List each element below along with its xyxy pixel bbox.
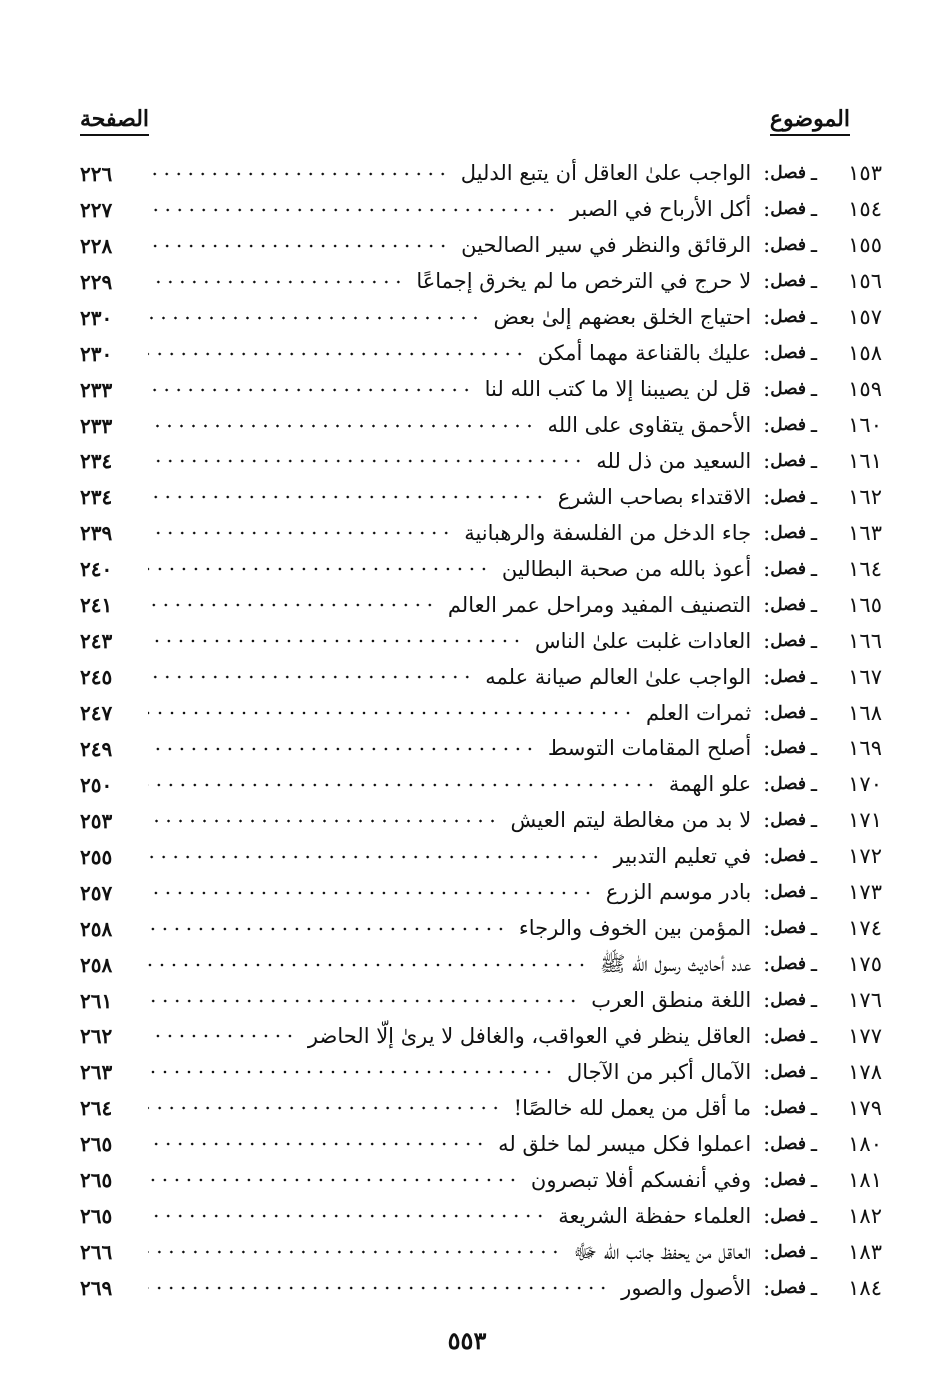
entry-label: فصل	[770, 1097, 806, 1118]
entry-number: ١٥٣	[848, 161, 882, 186]
entry-number: ١٨٢	[848, 1203, 882, 1228]
toc-entry	[80, 947, 882, 983]
entry-dash: ـ	[810, 484, 818, 509]
entry-page: ٢٤٠	[80, 557, 113, 582]
entry-title: الآمال أكبر من الآجال	[566, 1059, 752, 1084]
entry-number: ١٦٨	[848, 700, 882, 725]
dot-leader	[148, 747, 536, 751]
toc-entry	[80, 803, 882, 839]
entry-page: ٢٣٠	[80, 341, 113, 366]
dot-leader	[148, 1142, 486, 1146]
entry-colon: :	[763, 736, 771, 761]
entry-colon: :	[763, 341, 771, 366]
entry-page: ٢٣٤	[80, 485, 113, 510]
dot-leader	[148, 567, 490, 571]
entry-label: فصل	[770, 450, 806, 471]
entry-title: اللغة منطق العرب	[591, 988, 752, 1013]
entry-dash: ـ	[810, 592, 818, 617]
entry-page: ٢٦٥	[80, 1168, 113, 1193]
entry-number: ١٥٨	[848, 341, 882, 366]
entry-dash: ـ	[810, 808, 818, 833]
entry-dash: ـ	[810, 952, 818, 977]
dot-leader	[148, 280, 404, 284]
entry-colon: :	[763, 161, 771, 186]
entry-label: فصل	[770, 1025, 806, 1046]
toc-header	[78, 104, 852, 140]
entry-label: فصل	[770, 379, 806, 400]
entry-dash: ـ	[810, 628, 818, 653]
entry-number: ١٧٤	[848, 916, 882, 941]
entry-number: ١٨١	[848, 1167, 882, 1192]
entry-dash: ـ	[810, 880, 818, 905]
entry-dash: ـ	[810, 664, 818, 689]
toc-entry	[80, 515, 882, 551]
entry-label: فصل	[770, 738, 806, 759]
entry-number: ١٧٠	[848, 772, 882, 797]
entry-label: فصل	[770, 630, 806, 651]
entry-label: فصل	[770, 1241, 806, 1262]
entry-colon: :	[763, 880, 771, 905]
entry-title: المؤمن بين الخوف والرجاء	[518, 916, 752, 941]
entry-page: ٢٣٠	[80, 305, 113, 330]
entry-label: فصل	[770, 954, 806, 975]
entry-page: ٢٦٦	[80, 1240, 113, 1265]
entry-title: وفي أنفسكم أفلا تبصرون	[530, 1167, 752, 1192]
entry-page: ٢٢٨	[80, 233, 113, 258]
entry-colon: :	[763, 1203, 771, 1228]
page-column-heading: الصفحة	[80, 106, 149, 136]
entry-colon: :	[763, 988, 771, 1013]
toc-entry	[80, 228, 882, 264]
entry-page: ٢٦٥	[80, 1204, 113, 1229]
dot-leader	[148, 388, 473, 392]
entry-page: ٢٦٢	[80, 1024, 113, 1049]
entry-title: الأحمق يتقاوى على الله	[547, 413, 752, 438]
dot-leader	[148, 531, 452, 535]
entry-number: ١٧٢	[848, 844, 882, 869]
entry-page: ٢٥٠	[80, 772, 113, 797]
entry-colon: :	[763, 1023, 771, 1048]
toc-entry	[80, 408, 882, 444]
entry-label: فصل	[770, 1205, 806, 1226]
dot-leader	[148, 208, 558, 212]
entry-label: فصل	[770, 918, 806, 939]
entry-dash: ـ	[810, 1023, 818, 1048]
entry-colon: :	[763, 844, 771, 869]
entry-title: السعيد من ذل لله	[596, 448, 752, 473]
entry-number: ١٨٤	[848, 1275, 882, 1300]
entry-title: التصنيف المفيد ومراحل عمر العالم	[447, 592, 752, 617]
entry-label: فصل	[770, 990, 806, 1011]
entry-page: ٢٣٣	[80, 413, 113, 438]
toc-entry	[80, 767, 882, 803]
entry-label: فصل	[770, 774, 806, 795]
dot-leader	[148, 855, 602, 859]
entry-title: الاقتداء بصاحب الشرع	[557, 484, 752, 509]
entry-number: ١٦٤	[848, 556, 882, 581]
entry-colon: :	[763, 628, 771, 653]
dot-leader	[148, 316, 481, 320]
entry-title: جاء الدخل من الفلسفة والرهبانية	[464, 520, 752, 545]
toc-entry	[80, 192, 882, 228]
entry-title: أكل الأرباح في الصبر	[569, 197, 752, 222]
entry-number: ١٥٤	[848, 197, 882, 222]
toc-entry	[80, 479, 882, 515]
entry-page: ٢٦١	[80, 988, 113, 1013]
dot-leader	[148, 963, 588, 967]
entry-dash: ـ	[810, 736, 818, 761]
entry-number: ١٨٣	[848, 1239, 882, 1264]
entry-label: فصل	[770, 522, 806, 543]
toc-entry	[80, 336, 882, 372]
dot-leader	[148, 1106, 502, 1110]
entry-colon: :	[763, 197, 771, 222]
entry-page: ٢٥٨	[80, 952, 113, 977]
entry-number: ١٥٩	[848, 377, 882, 402]
entry-number: ١٦١	[848, 448, 882, 473]
entry-number: ١٧٣	[848, 880, 882, 905]
entry-page: ٢٥٧	[80, 880, 113, 905]
toc-entry	[80, 156, 882, 192]
entry-dash: ـ	[810, 1167, 818, 1192]
entry-dash: ـ	[810, 197, 818, 222]
dot-leader	[148, 459, 584, 463]
entry-label: فصل	[770, 1133, 806, 1154]
entry-colon: :	[763, 413, 771, 438]
entry-page: ٢٣٩	[80, 521, 113, 546]
entry-number: ١٧٩	[848, 1095, 882, 1120]
entry-title: العاقل ينظر في العواقب، والغافل لا يرىٰ إلّا الحاضر	[307, 1023, 752, 1048]
entry-page: ٢٥٨	[80, 916, 113, 941]
entry-label: فصل	[770, 415, 806, 436]
entry-colon: :	[763, 808, 771, 833]
entry-number: ١٦٢	[848, 484, 882, 509]
entry-colon: :	[763, 305, 771, 330]
entry-dash: ـ	[810, 448, 818, 473]
entry-label: فصل	[770, 1061, 806, 1082]
entry-dash: ـ	[810, 1095, 818, 1120]
entry-colon: :	[763, 916, 771, 941]
dot-leader	[148, 495, 546, 499]
entry-page: ٢٢٦	[80, 161, 113, 186]
entry-dash: ـ	[810, 556, 818, 581]
entry-dash: ـ	[810, 1203, 818, 1228]
entry-label: فصل	[770, 486, 806, 507]
dot-leader	[148, 675, 473, 679]
entry-label: فصل	[770, 199, 806, 220]
toc-entry	[80, 623, 882, 659]
dot-leader	[148, 711, 634, 715]
page-number: ٥٥٣	[447, 1326, 487, 1355]
entry-page: ٢٦٤	[80, 1096, 113, 1121]
entry-dash: ـ	[810, 1059, 818, 1084]
entry-label: فصل	[770, 846, 806, 867]
entry-colon: :	[763, 1059, 771, 1084]
dot-leader	[148, 1034, 296, 1038]
entry-title: الواجب علىٰ العالم صيانة علمه	[485, 664, 752, 689]
entry-page: ٢٢٩	[80, 269, 113, 294]
toc-entry	[80, 1270, 882, 1306]
dot-leader	[148, 1214, 546, 1218]
dot-leader	[148, 244, 449, 248]
entry-page: ٢٤٧	[80, 701, 113, 726]
entry-page: ٢٦٩	[80, 1276, 113, 1301]
entry-title: قل لن يصيبنا إلا ما كتب الله لنا	[484, 377, 752, 402]
entry-page: ٢٣٤	[80, 449, 113, 474]
entry-label: فصل	[770, 558, 806, 579]
entry-dash: ـ	[810, 844, 818, 869]
entry-label: فصل	[770, 810, 806, 831]
entry-colon: :	[763, 772, 771, 797]
dot-leader	[148, 783, 657, 787]
entry-colon: :	[763, 377, 771, 402]
entry-label: فصل	[770, 271, 806, 292]
toc-entry	[80, 695, 882, 731]
entry-page: ٢٥٥	[80, 844, 113, 869]
toc-entry	[80, 1054, 882, 1090]
entry-title: الواجب علىٰ العاقل أن يتبع الدليل	[460, 161, 752, 186]
entry-number: ١٧٦	[848, 988, 882, 1013]
entry-dash: ـ	[810, 988, 818, 1013]
entry-page: ٢٥٣	[80, 808, 113, 833]
entry-number: ١٦٥	[848, 592, 882, 617]
entry-number: ١٦٦	[848, 628, 882, 653]
entry-title: ثمرات العلم	[646, 700, 752, 725]
entry-label: فصل	[770, 594, 806, 615]
entry-title: في تعليم التدبير	[613, 844, 752, 869]
entry-colon: :	[763, 700, 771, 725]
entry-colon: :	[763, 1095, 771, 1120]
entry-page: ٢٤٩	[80, 736, 113, 761]
toc-entry	[80, 983, 882, 1019]
entry-colon: :	[763, 664, 771, 689]
dot-leader	[148, 172, 449, 176]
entry-title: عدد أحاديث رسول الله ﷺ	[599, 952, 752, 977]
toc-entry	[80, 1019, 882, 1055]
entry-page: ٢٦٣	[80, 1060, 113, 1085]
toc-entry	[80, 264, 882, 300]
entry-colon: :	[763, 952, 771, 977]
entry-dash: ـ	[810, 1131, 818, 1156]
entry-page: ٢٢٧	[80, 197, 113, 222]
entry-number: ١٦٧	[848, 664, 882, 689]
entry-title: الأصول والصور	[621, 1275, 752, 1300]
entry-colon: :	[763, 1275, 771, 1300]
toc-entry	[80, 551, 882, 587]
entry-title: العلماء حفظة الشريعة	[558, 1203, 752, 1228]
toc-entry	[80, 372, 882, 408]
entry-label: فصل	[770, 702, 806, 723]
entry-number: ١٥٧	[848, 305, 882, 330]
entry-number: ١٧٥	[848, 952, 882, 977]
entry-dash: ـ	[810, 916, 818, 941]
toc-entry	[80, 1162, 882, 1198]
toc-entry	[80, 587, 882, 623]
dot-leader	[148, 603, 436, 607]
entry-number: ١٧٧	[848, 1023, 882, 1048]
entry-number: ١٧١	[848, 808, 882, 833]
entry-title: أصلح المقامات التوسط	[547, 736, 752, 761]
dot-leader	[148, 999, 579, 1003]
entry-page: ٢٤١	[80, 593, 113, 618]
entry-number: ١٦٠	[848, 413, 882, 438]
toc-entry	[80, 875, 882, 911]
entry-title: اعملوا فكل ميسر لما خلق له	[498, 1131, 752, 1156]
entry-dash: ـ	[810, 341, 818, 366]
entry-label: فصل	[770, 1169, 806, 1190]
entry-colon: :	[763, 1131, 771, 1156]
entry-dash: ـ	[810, 413, 818, 438]
toc-entry	[80, 1198, 882, 1234]
dot-leader	[148, 352, 526, 356]
entry-title: ما أقل من يعمل لله خالصًا!	[513, 1095, 752, 1120]
entry-dash: ـ	[810, 161, 818, 186]
entry-number: ١٨٠	[848, 1131, 882, 1156]
entry-colon: :	[763, 556, 771, 581]
entry-dash: ـ	[810, 1275, 818, 1300]
entry-number: ١٦٩	[848, 736, 882, 761]
toc-entry	[80, 659, 882, 695]
entry-title: لا بد من مغالطة ليتم العيش	[510, 808, 752, 833]
toc-entry	[80, 1090, 882, 1126]
toc-list	[80, 156, 882, 1306]
entry-page: ٢٣٣	[80, 377, 113, 402]
entry-colon: :	[763, 269, 771, 294]
entry-label: فصل	[770, 1277, 806, 1298]
entry-dash: ـ	[810, 520, 818, 545]
dot-leader	[148, 891, 594, 895]
entry-title: علو الهمة	[668, 772, 752, 797]
entry-dash: ـ	[810, 1239, 818, 1264]
entry-number: ١٦٣	[848, 520, 882, 545]
entry-dash: ـ	[810, 233, 818, 258]
toc-entry	[80, 1126, 882, 1162]
entry-dash: ـ	[810, 269, 818, 294]
entry-colon: :	[763, 1167, 771, 1192]
entry-title: الرقائق والنظر في سير الصالحين	[461, 233, 752, 258]
entry-colon: :	[763, 592, 771, 617]
entry-colon: :	[763, 484, 771, 509]
entry-dash: ـ	[810, 377, 818, 402]
entry-title: أعوذ بالله من صحبة البطالين	[501, 556, 752, 581]
toc-entry	[80, 731, 882, 767]
entry-title: لا حرج في الترخص ما لم يخرق إجماعًا	[416, 269, 752, 294]
dot-leader	[148, 1286, 609, 1290]
entry-title: العاقل من يحفظ جانب الله ﷻ	[573, 1239, 752, 1264]
entry-dash: ـ	[810, 700, 818, 725]
dot-leader	[148, 1178, 519, 1182]
entry-label: فصل	[770, 882, 806, 903]
toc-entry	[80, 839, 882, 875]
dot-leader	[148, 424, 535, 428]
entry-colon: :	[763, 448, 771, 473]
toc-entry	[80, 444, 882, 480]
toc-entry	[80, 300, 882, 336]
dot-leader	[148, 1250, 561, 1254]
dot-leader	[148, 639, 523, 643]
entry-title: بادر موسم الزرع	[605, 880, 752, 905]
entry-title: احتياج الخلق بعضهم إلىٰ بعض	[493, 305, 752, 330]
entry-dash: ـ	[810, 305, 818, 330]
entry-page: ٢٤٣	[80, 629, 113, 654]
entry-colon: :	[763, 1239, 771, 1264]
entry-dash: ـ	[810, 772, 818, 797]
dot-leader	[148, 819, 499, 823]
entry-label: فصل	[770, 343, 806, 364]
entry-page: ٢٦٥	[80, 1132, 113, 1157]
entry-label: فصل	[770, 307, 806, 328]
entry-number: ١٥٦	[848, 269, 882, 294]
dot-leader	[148, 927, 507, 931]
entry-colon: :	[763, 520, 771, 545]
entry-number: ١٥٥	[848, 233, 882, 258]
entry-title: عليك بالقناعة مهما أمكن	[537, 341, 752, 366]
entry-label: فصل	[770, 163, 806, 184]
entry-label: فصل	[770, 235, 806, 256]
entry-label: فصل	[770, 666, 806, 687]
entry-number: ١٧٨	[848, 1059, 882, 1084]
entry-title: العادات غلبت علىٰ الناس	[534, 628, 752, 653]
toc-entry	[80, 1234, 882, 1270]
toc-entry	[80, 911, 882, 947]
topic-column-heading: الموضوع	[770, 106, 850, 136]
entry-colon: :	[763, 233, 771, 258]
entry-page: ٢٤٥	[80, 665, 113, 690]
dot-leader	[148, 1070, 555, 1074]
